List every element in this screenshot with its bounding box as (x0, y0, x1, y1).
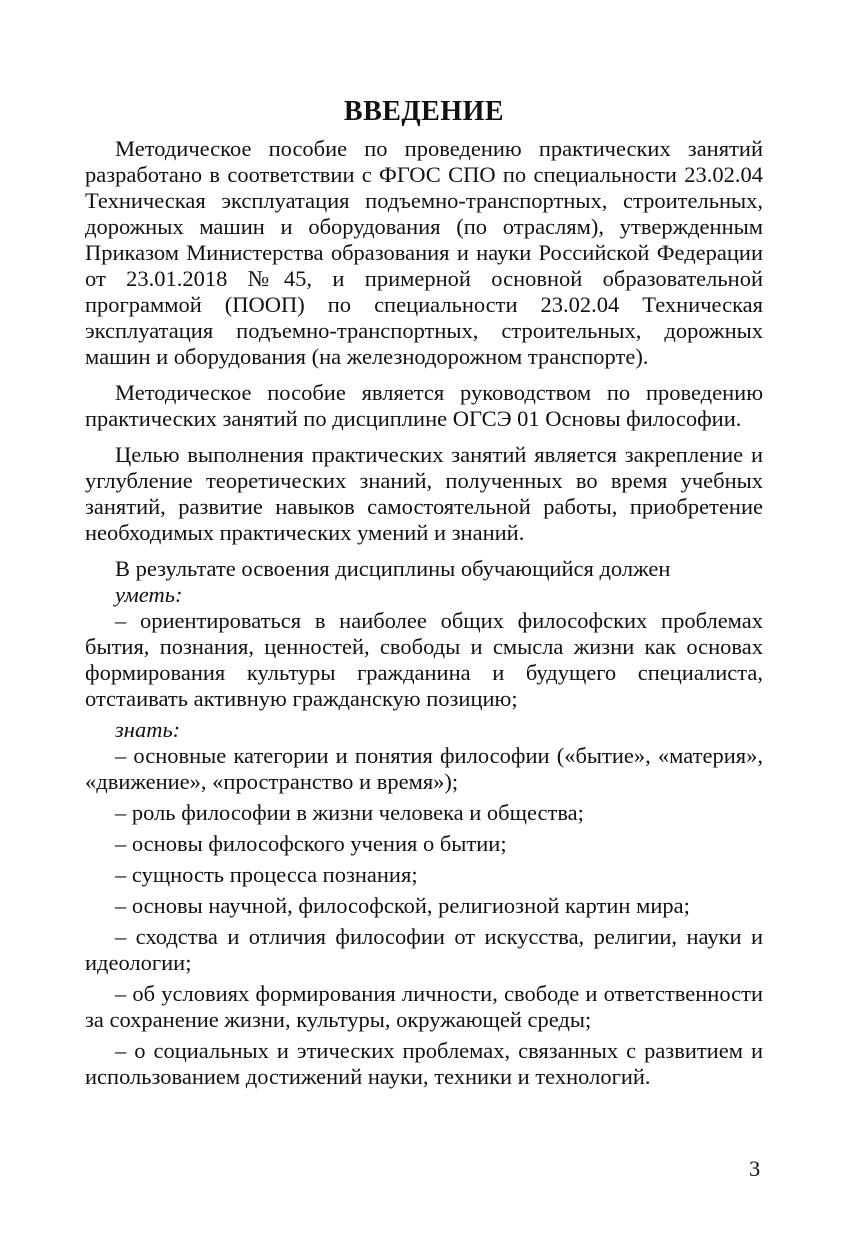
page-number: 3 (749, 1156, 761, 1181)
knowledge-item: – сущность процесса познания; (115, 862, 418, 887)
paragraph-purpose: Методическое пособие по проведению практических занятий разработано в соответствии с ФГОС СПО по специальности 23.02.04 Техническая эксплуатация подъемно-транспортных, строительных, дорожных машин и оборудования (по отраслям), утвержденным Приказом Министерства образования и науки Российской Федерации от 23.01.2018 №45, и примерной основной образовательной программой (ПООП) по специальности 23.02.04 Техническая эксплуатация подъемно-транспортных, строительных, дорожных машин и оборудования (на железнодорожном транспорте). (85, 136, 763, 369)
paragraph-guide: Методическое пособие является руководством по проведению практических занятий по дисциплине ОГСЭ 01 Основы философии. (85, 380, 763, 431)
paragraph-result: В результате освоения дисциплины обучающийся должен (115, 556, 671, 581)
knowledge-list (85, 743, 763, 1090)
knowledge-item: – роль философии в жизни человека и общества; (115, 800, 584, 825)
knowledge-item: – основы научной, философской, религиозной картин мира; (115, 893, 690, 918)
knowledge-item: – об условиях формирования личности, свободе и ответственности за сохранение жизни, культуры, окружающей среды; (85, 981, 763, 1032)
knowledge-label: знать: (115, 717, 181, 742)
skills-list (85, 608, 763, 712)
paragraph-goal: Целью выполнения практических занятий является закрепление и углубление теоретических знаний, полученных во время учебных занятий, развитие навыков самостоятельной работы, приобретение необходимых практических умений и знаний. (85, 442, 763, 545)
section-heading: ВВЕДЕНИЕ (343, 96, 505, 127)
knowledge-item: – основы философского учения о бытии; (115, 831, 507, 856)
skills-label: уметь: (115, 582, 183, 607)
knowledge-item: – сходства и отличия философии от искусства, религии, науки и идеологии; (85, 924, 763, 975)
skills-item: – ориентироваться в наиболее общих философских проблемах бытия, познания, ценностей, свободы и смысла жизни как основах формирования культуры гражданина и будущего специалиста, отстаивать активную гражданскую позицию; (85, 608, 763, 711)
knowledge-item: – о социальных и этических проблемах, связанных с развитием и использованием достижений науки, техники и технологий. (85, 1038, 763, 1089)
document-page (85, 92, 763, 1095)
knowledge-item: – основные категории и понятия философии («бытие», «материя», «движение», «пространство и время»); (85, 743, 763, 794)
